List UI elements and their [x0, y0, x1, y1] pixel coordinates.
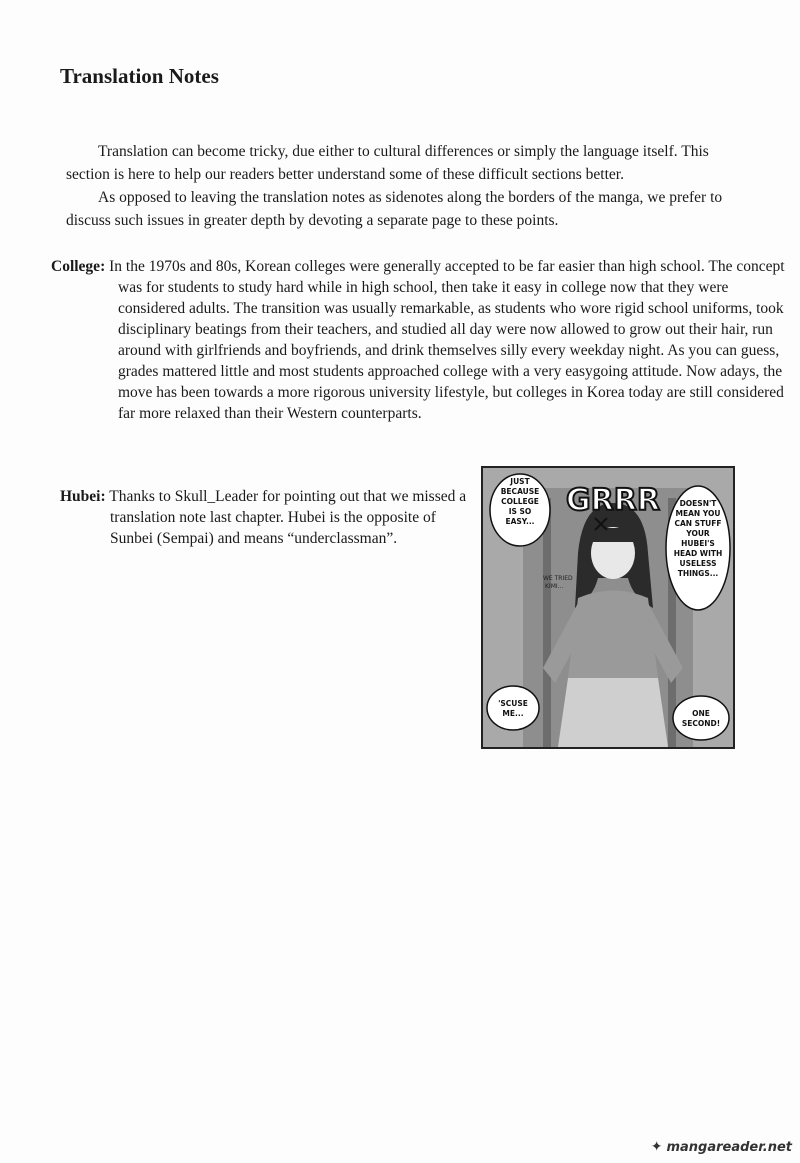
intro-section	[66, 140, 756, 232]
intro-paragraph-1: Translation can become tricky, due either to cultural differences or simply the language itself. This section is here to help our readers better understand some of these difficult sections better.	[66, 143, 709, 183]
note-college	[51, 256, 798, 424]
intro-paragraph-2: As opposed to leaving the translation notes as sidenotes along the borders of the manga, we prefer to discuss such issues in greater depth by devoting a separate page to these points.	[66, 189, 723, 229]
svg-text:MEAN YOU: MEAN YOU	[675, 509, 721, 518]
svg-text:USELESS: USELESS	[679, 559, 717, 568]
svg-text:BECAUSE: BECAUSE	[500, 487, 540, 496]
svg-text:HEAD WITH: HEAD WITH	[673, 549, 723, 558]
svg-text:SECOND!: SECOND!	[681, 719, 721, 728]
note-hubei-term: Hubei:	[60, 488, 106, 505]
manga-panel-illustration	[481, 466, 735, 749]
svg-text:ME...: ME...	[502, 709, 524, 718]
svg-text:JUST: JUST	[510, 477, 530, 486]
svg-text:HUBEI'S: HUBEI'S	[681, 539, 715, 548]
svg-text:COLLEGE: COLLEGE	[501, 497, 539, 506]
note-college-term: College:	[51, 258, 106, 275]
bubble-3	[498, 699, 528, 718]
svg-text:CAN STUFF: CAN STUFF	[674, 519, 722, 528]
note-hubei-text: Thanks to Skull_Leader for pointing out that we missed a translation note last chapter. Hubei is the opposite of Sunbei (Sempai) and means “underclassman”.	[109, 488, 467, 547]
svg-text:IS SO: IS SO	[508, 507, 532, 516]
note-college-text: In the 1970s and 80s, Korean colleges were generally accepted to be far easier than high school. The concept was for students to study hard while in high school, then take it easy in college now that they were considered adults. The transition was usually remarkable, as students who wore rigid school uniforms, took disciplinary beatings from their teachers, and studied all day were now allowed to grow out their hair, run around with girlfriends and boyfriends, and drink themselves silly every weekday night. As you can guess, grades mattered little and most students approached college with a very easygoing attitude. Now adays, the move has been towards a more rigorous university lifestyle, but colleges in Korea today are still considered far more relaxed than their Western counterparts.	[109, 258, 785, 422]
svg-text:EASY...: EASY...	[505, 517, 535, 526]
svg-text:DOESN'T: DOESN'T	[679, 499, 717, 508]
svg-text:YOUR: YOUR	[686, 529, 710, 538]
watermark	[651, 1139, 792, 1155]
mascot-icon: ✦	[650, 1139, 663, 1155]
svg-text:'SCUSE: 'SCUSE	[498, 699, 528, 708]
manga-panel-art	[483, 468, 733, 747]
watermark-text: mangareader.net	[666, 1139, 792, 1155]
svg-text:WE TRIED: WE TRIED	[543, 575, 573, 582]
sfx-text: GRRR	[566, 483, 660, 518]
svg-text:THINGS...: THINGS...	[677, 569, 719, 578]
svg-text:ONE: ONE	[692, 709, 710, 718]
note-hubei	[60, 486, 480, 549]
page-title: Translation Notes	[60, 64, 219, 88]
svg-text:KIMI...: KIMI...	[545, 583, 564, 590]
